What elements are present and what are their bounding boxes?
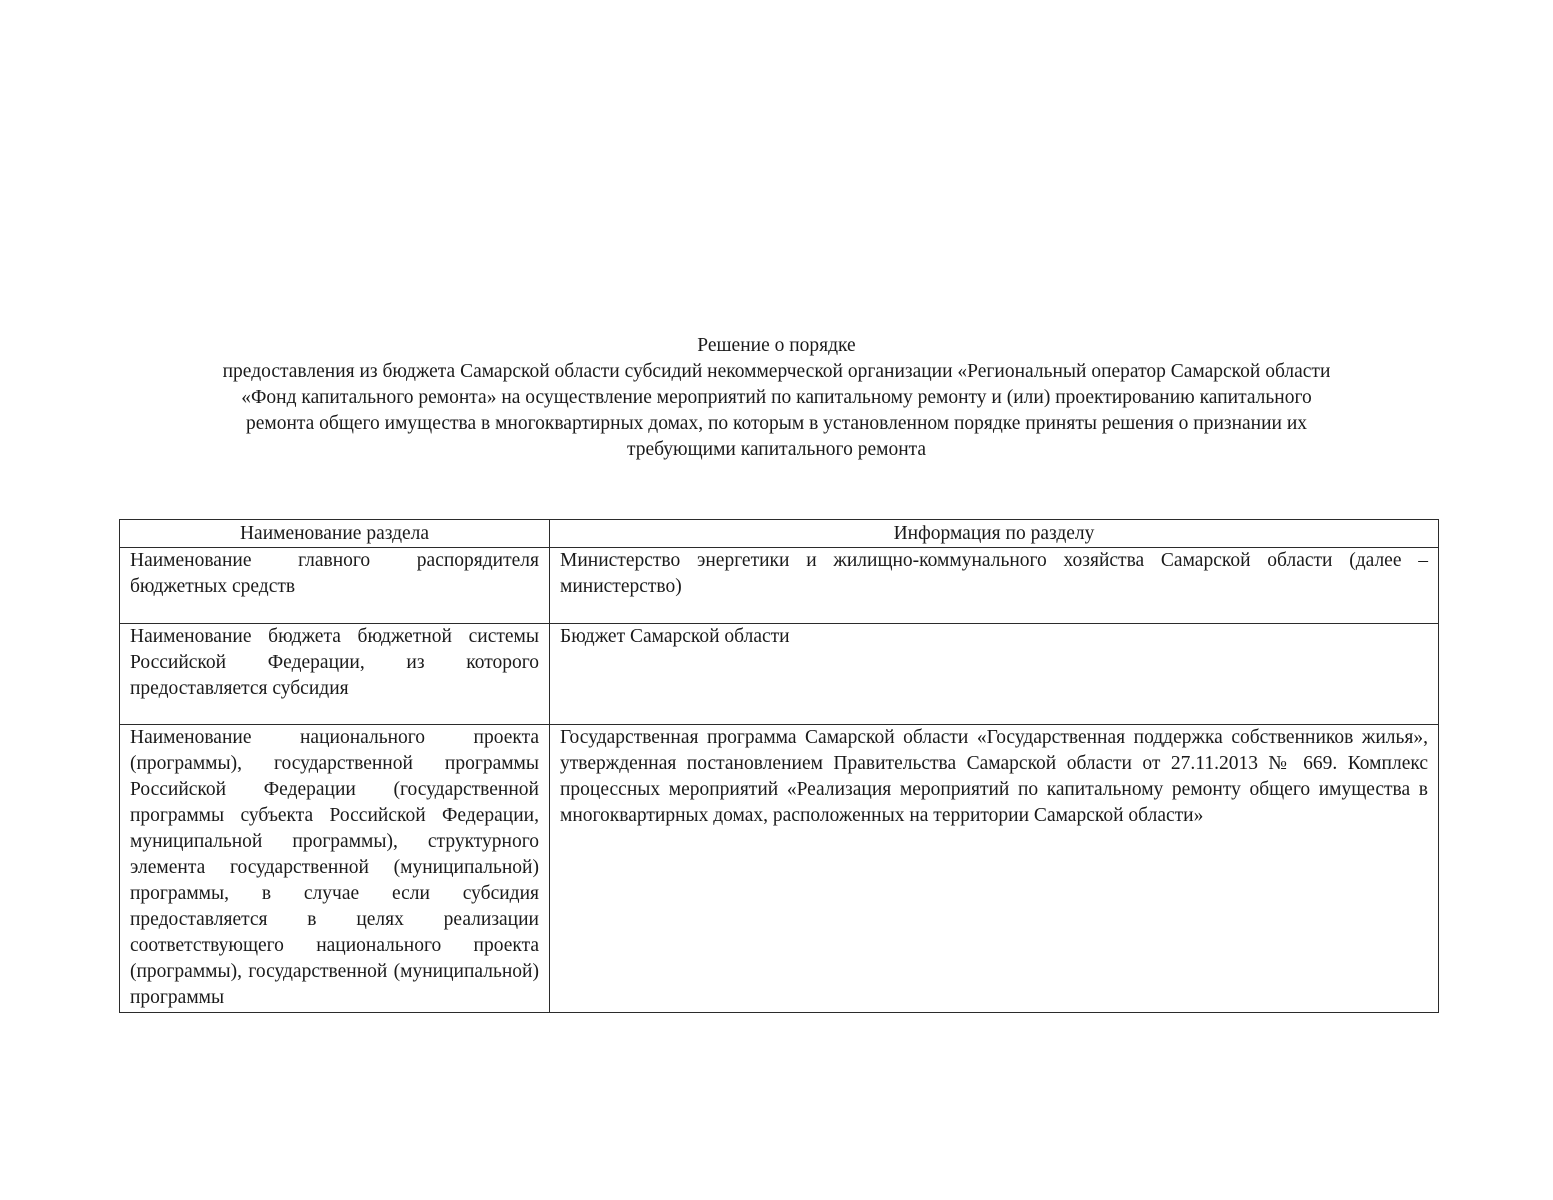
row-section-name bbox=[120, 548, 550, 624]
heading-subtitle-line-2: «Фонд капитального ремонта» на осуществление мероприятий по капитальному ремонту и (или) проектированию капитального bbox=[241, 387, 1312, 408]
row-section-info-text: Министерство энергетики и жилищно-коммунального хозяйства Самарской области (далее – министерство) bbox=[560, 550, 1428, 597]
row-section-name-text: Наименование главного распорядителя бюджетных средств bbox=[130, 550, 539, 597]
heading-subtitle-line-4: требующими капитального ремонта bbox=[626, 439, 927, 460]
header-section-name: Наименование раздела bbox=[120, 520, 550, 548]
document-heading bbox=[0, 333, 1553, 463]
table-row bbox=[120, 725, 1439, 1013]
row-section-name-text: Наименование национального проекта (программы), государственной программы Российской Федерации (государственной программы субъекта Российской Федерации, муниципальной программы), структурного элемента государственной (муниципальной) программы, в случае если субсидия предоставляется в целях реализации соответствующего национального проекта (программы), государственной (муниципальной) программы bbox=[130, 727, 539, 1008]
row-section-info-text: Государственная программа Самарской области «Государственная поддержка собственников жилья», утвержденная постановлением Правительства Самарской области от 27.11.2013 № 669. Комплекс процессных мероприятий «Реализация мероприятий по капитальному ремонту общего имущества в многоквартирных домах, расположенных на территории Самарской области» bbox=[560, 727, 1428, 826]
row-section-name bbox=[120, 624, 550, 725]
row-section-info bbox=[550, 548, 1439, 624]
row-section-name-text: Наименование бюджета бюджетной системы Российской Федерации, из которого предоставляется субсидия bbox=[130, 626, 539, 699]
table-header-row bbox=[120, 520, 1439, 548]
heading-title: Решение о порядке bbox=[697, 335, 856, 356]
row-section-name bbox=[120, 725, 550, 1013]
heading-subtitle-line-1: предоставления из бюджета Самарской области субсидий некоммерческой организации «Региональный оператор Самарской области bbox=[222, 361, 1331, 382]
row-section-info-text: Бюджет Самарской области bbox=[560, 626, 790, 647]
heading-subtitle-line-3: ремонта общего имущества в многоквартирных домах, по которым в установленном порядке приняты решения о признании их bbox=[245, 413, 1308, 434]
row-section-info bbox=[550, 725, 1439, 1013]
table-row bbox=[120, 624, 1439, 725]
row-section-info bbox=[550, 624, 1439, 725]
header-section-info: Информация по разделу bbox=[550, 520, 1439, 548]
table-row bbox=[120, 548, 1439, 624]
info-table bbox=[119, 519, 1439, 1013]
